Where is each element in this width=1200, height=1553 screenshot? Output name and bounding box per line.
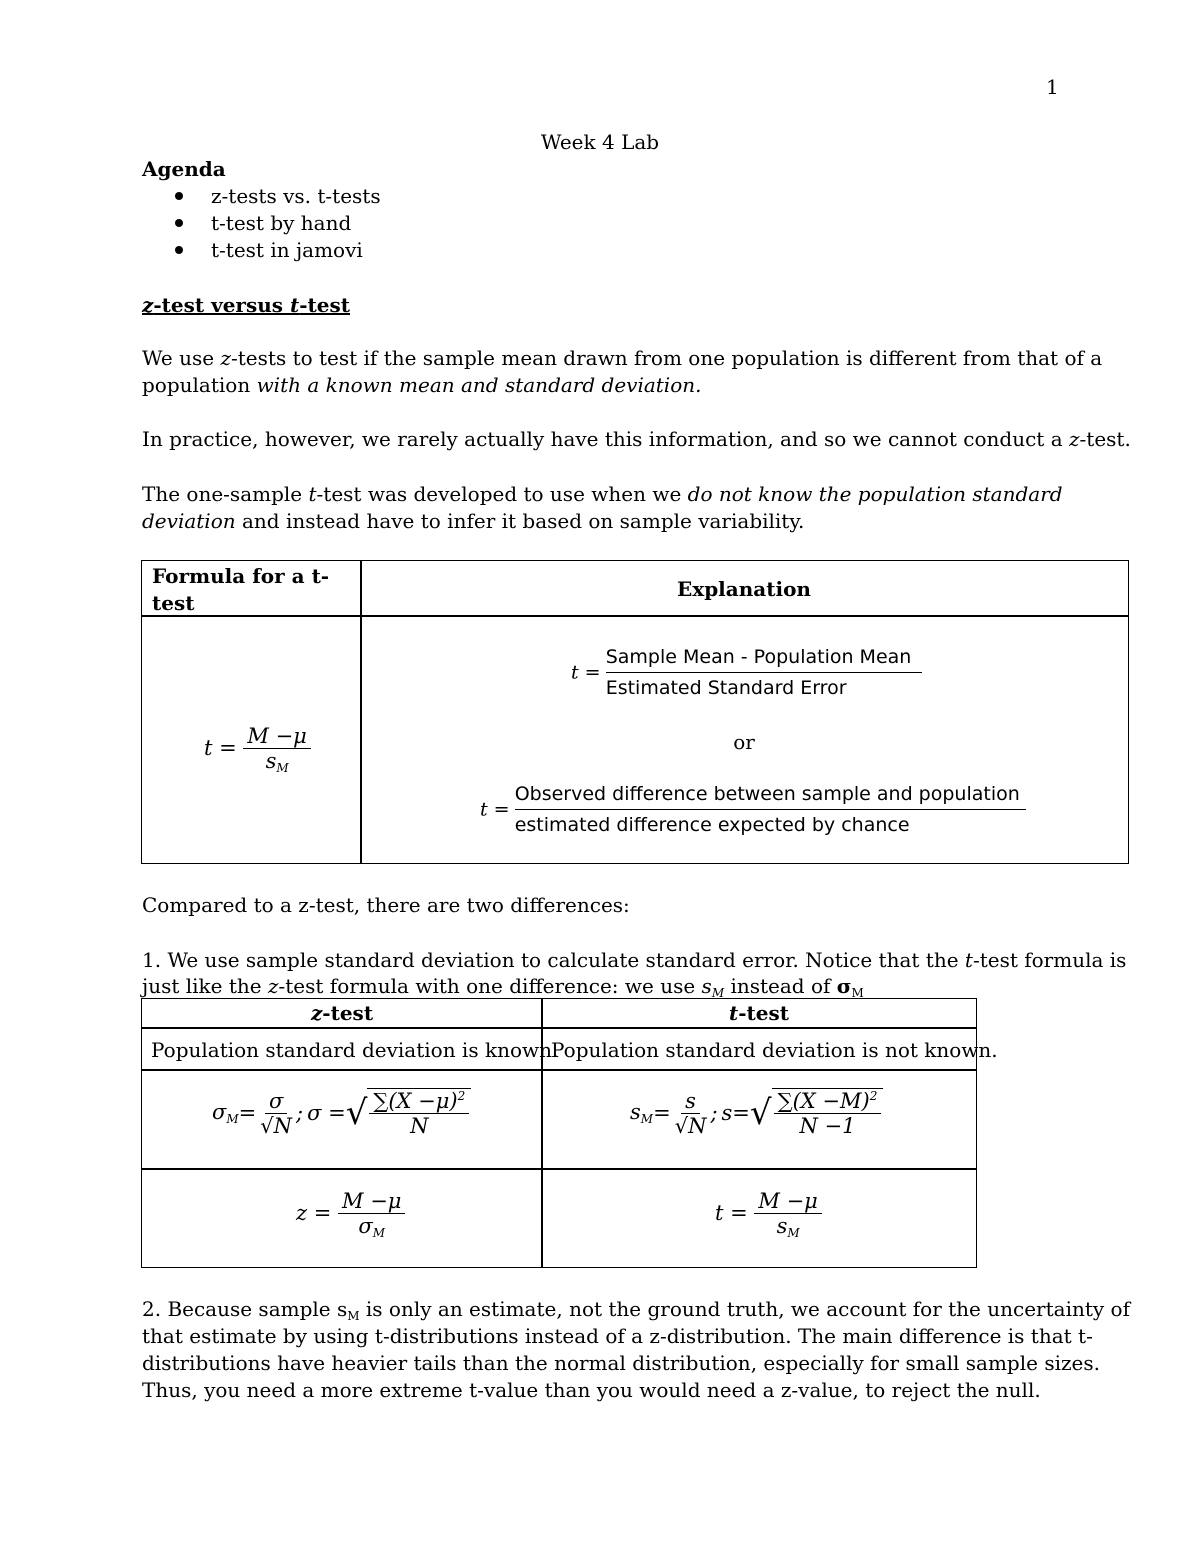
point-2-line-3: distributions have heavier tails than the normal distribution, especially for small sample sizes.	[142, 1351, 1100, 1375]
sigma-sum-den: N	[410, 1114, 429, 1138]
z-formula-lhs: z =	[296, 1201, 332, 1225]
z-formula-fraction	[338, 1189, 405, 1240]
z-formula-den: $\sigma_M$	[358, 1214, 386, 1240]
paragraph-1-line-2: population with a known mean and standard deviation.	[142, 373, 702, 397]
sigma-lhs: σ =	[307, 1101, 346, 1125]
z-formula-num: M −μ	[338, 1189, 405, 1214]
s-m-formula	[630, 1088, 883, 1138]
table1-header-explanation-text: Explanation	[677, 577, 811, 601]
s-sum-fraction	[774, 1089, 882, 1138]
table2-r1c2	[541, 1027, 998, 1071]
bullet-icon	[175, 192, 183, 200]
table1-explanation-cell	[360, 615, 1129, 864]
expl2-numerator: Observed difference between sample and population	[515, 779, 1026, 810]
radical-icon: √	[345, 1093, 368, 1133]
t2-formula-num: M −μ	[754, 1189, 821, 1214]
sigma-m-lhs: $\sigma_M$	[212, 1100, 239, 1126]
agenda-item: z-tests vs. t-tests	[211, 184, 381, 208]
table2-r1c1-text: Population standard deviation is known.	[151, 1038, 559, 1062]
bullet-icon	[175, 246, 183, 254]
table2-header-z	[141, 998, 543, 1029]
explanation-formula-2	[480, 779, 1026, 840]
table2-r1c2-text: Population standard deviation is not known.	[551, 1038, 998, 1062]
table1-formula-cell	[141, 615, 362, 864]
t2-formula-den: $s_M$	[776, 1214, 800, 1240]
s-m-lhs: $s_M$	[630, 1100, 654, 1126]
table2-r3c2	[541, 1168, 977, 1268]
s-m-sep: ;	[710, 1101, 718, 1125]
sigma-m-formula	[212, 1088, 471, 1138]
t-formula-numerator: M −μ	[243, 724, 310, 749]
table1-header-formula-line-1: Formula for a t-	[152, 564, 330, 588]
t2-formula-fraction	[754, 1189, 821, 1240]
expl2-denominator: estimated difference expected by chance	[514, 814, 910, 836]
paragraph-2: In practice, however, we rarely actually have this information, and so we cannot conduct a z-test.	[142, 427, 1131, 451]
expl2-lhs: t =	[480, 798, 510, 821]
t-formula-denominator: $s_M$	[265, 749, 289, 775]
table2-r2c2	[541, 1069, 977, 1170]
z-formula	[296, 1189, 405, 1240]
table2-r1c1	[141, 1027, 559, 1071]
sigma-m-sep: ;	[296, 1101, 304, 1125]
t-formula	[715, 1189, 822, 1240]
expl1-denominator: Estimated Standard Error	[605, 677, 847, 699]
s-sqrt	[772, 1088, 884, 1138]
table2-r2c1	[141, 1069, 543, 1170]
table2-header-t-text: t-test	[728, 1001, 789, 1025]
paragraph-1-line-1: We use z-tests to test if the sample mean drawn from one population is different from that of a	[142, 346, 1103, 370]
paragraph-3-line-2: deviation and instead have to infer it based on sample variability.	[142, 509, 805, 533]
table2-header-t	[541, 998, 977, 1029]
table1-header-explanation	[360, 560, 1129, 617]
s-m-den: √N	[674, 1113, 707, 1138]
t-formula-fraction	[243, 724, 310, 775]
point-2-line-2: that estimate by using t-distributions instead of a z-distribution. The main difference is that t-	[142, 1324, 1093, 1348]
table2-r3c1	[141, 1168, 543, 1268]
s-m-fraction	[671, 1089, 711, 1138]
sigma-m-fraction	[256, 1089, 296, 1138]
s-sum-num: $\sum(X -M)^2$	[774, 1089, 882, 1114]
point-1-line-2: just like the z-test formula with one difference: we use $s_M$ instead of $\sigma_M$	[142, 974, 864, 1000]
table2-header-z-text: z-test	[310, 1001, 374, 1025]
s-m-eq: =	[653, 1101, 671, 1125]
page-number: 1	[1046, 75, 1059, 99]
s-sum-den: N −1	[799, 1114, 856, 1138]
sigma-sum-num: $\sum(X -\mu)^2$	[369, 1089, 469, 1114]
sigma-m-den: √N	[260, 1113, 293, 1138]
t2-formula-lhs: t =	[715, 1201, 748, 1225]
page-title: Week 4 Lab	[540, 130, 660, 154]
table1-header-formula-line-2: test	[152, 591, 195, 615]
point-2-line-1: 2. Because sample $s_M$ is only an estimate, not the ground truth, we account for the uncertainty of	[142, 1297, 1130, 1323]
expl1-numerator: Sample Mean - Population Mean	[606, 642, 922, 673]
sigma-m-num: σ	[265, 1089, 287, 1114]
expl1-fraction	[606, 642, 922, 703]
explanation-formula-1	[571, 642, 922, 703]
section-heading: z-test versus t-test	[142, 293, 351, 317]
agenda-item: t-test by hand	[211, 211, 352, 235]
or-text: or	[733, 730, 755, 754]
expl2-fraction	[515, 779, 1026, 840]
sigma-sum-fraction	[369, 1089, 469, 1138]
point-1-line-1: 1. We use sample standard deviation to calculate standard error. Notice that the t-test formula is	[142, 948, 1127, 972]
s-m-num: s	[681, 1089, 700, 1114]
point-2-line-4: Thus, you need a more extreme t-value than you would need a z-value, to reject the null.	[142, 1378, 1041, 1402]
sigma-sqrt	[367, 1088, 471, 1138]
t-test-formula	[204, 724, 311, 775]
agenda-heading: Agenda	[142, 157, 226, 181]
compared-text: Compared to a z-test, there are two differences:	[142, 893, 630, 917]
s-lhs: s=	[721, 1101, 750, 1125]
t-formula-lhs: t =	[204, 736, 237, 760]
agenda-item: t-test in jamovi	[211, 238, 363, 262]
table1-header-formula	[141, 560, 362, 617]
expl1-lhs: t =	[571, 661, 601, 684]
sigma-m-eq: =	[238, 1101, 257, 1125]
radical-icon: √	[749, 1093, 772, 1133]
bullet-icon	[175, 219, 183, 227]
paragraph-3-line-1: The one-sample t-test was developed to use when we do not know the population standard	[142, 482, 1063, 506]
